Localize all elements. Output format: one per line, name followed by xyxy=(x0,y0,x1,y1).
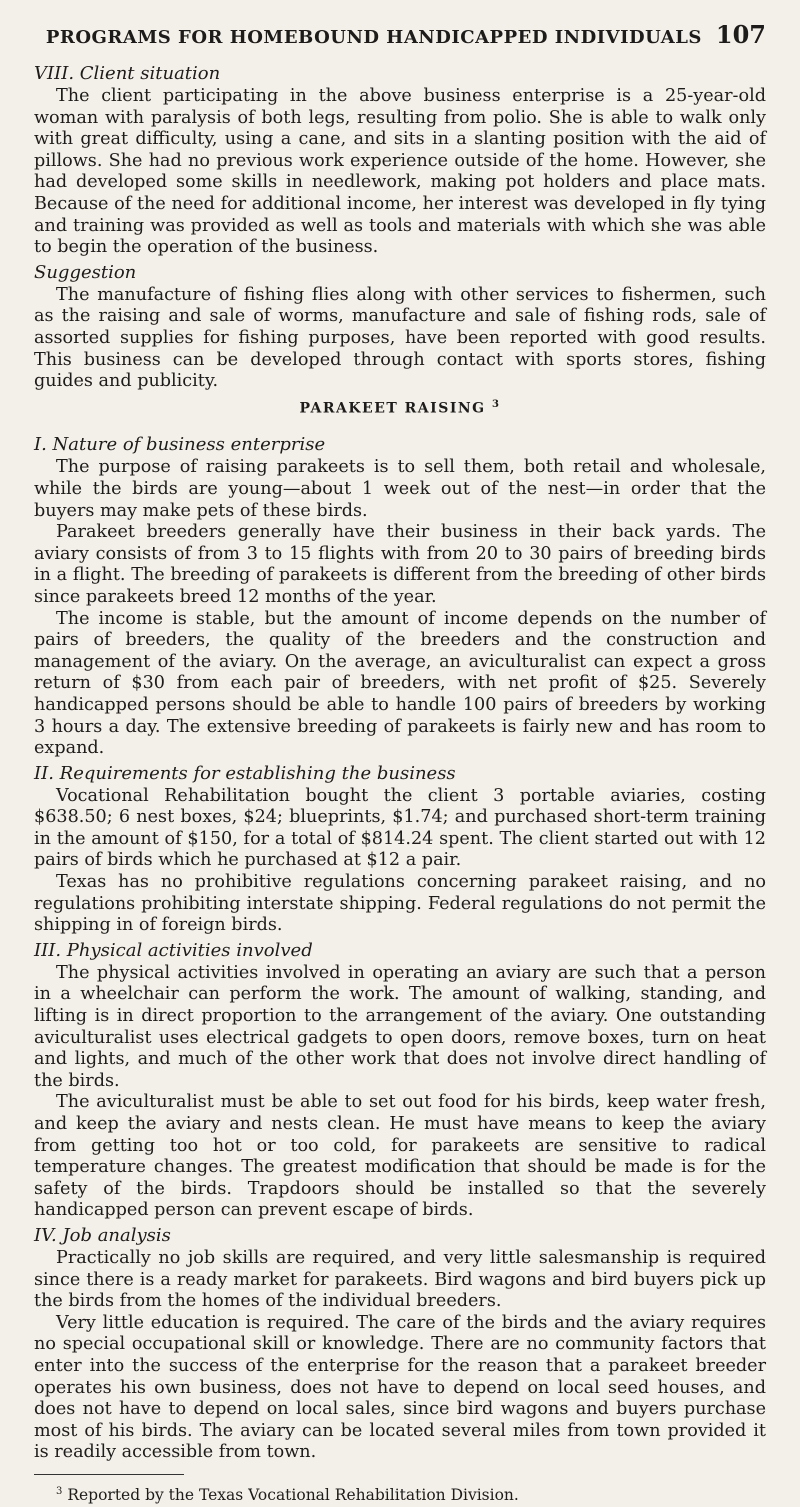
footnote xyxy=(34,1481,766,1507)
running-title: PROGRAMS FOR HOMEBOUND HANDICAPPED INDIVIDUALS xyxy=(45,27,702,48)
section-title-text: PARAKEET RAISING xyxy=(299,400,486,417)
heading-suggestion: Suggestion xyxy=(34,261,137,283)
footnote-divider xyxy=(34,1474,184,1475)
paragraph: The income is stable, but the amount of income depends on the number of pairs of breeders, the quality of the breeders and the construction and management of the aviary. On the average, an aviculturalist can expect a gross return of $30 from each pair of breeders, with net profit of $25. Severely handicapped persons should be able to handle 100 pairs of breeders by working 3 hours a day. The extensive breeding of parakeets is fairly new and has room to expand. xyxy=(34,608,766,759)
heading-physical-activities: III. Physical activities involved xyxy=(34,939,313,961)
heading-client-situation: VIII. Client situation xyxy=(34,63,221,84)
section-title xyxy=(34,399,766,417)
heading-job-analysis: IV. Job analysis xyxy=(34,1224,171,1246)
heading-requirements: II. Requirements for establishing the business xyxy=(34,762,456,784)
paragraph: The client participating in the above business enterprise is a 25-year-old woman with paralysis of both legs, resulting from polio. She is able to walk only with great difficulty, using a cane, and sits in a slanting position with the aid of pillows. She had no previous work experience outside of the home. However, she had developed some skills in needlework, making pot holders and place mats. Because of the need for additional income, her interest was developed in fly tying and training was provided as well as tools and materials with which she was able to begin the operation of the business. xyxy=(34,86,766,258)
paragraph: Very little education is required. The care of the birds and the aviary requires no special occupational skill or knowledge. There are no community factors that enter into the success of the enterprise for the reason that a parakeet breeder operates his own business, does not have to depend on local seed houses, and does not have to depend on local sales, since bird wagons and buyers purchase most of his birds. The aviary can be located several miles from town provided it is readily accessible from town. xyxy=(34,1312,766,1463)
page-number: 107 xyxy=(715,20,766,49)
paragraph: Parakeet breeders generally have their business in their back yards. The aviary consists of from 3 to 15 flights with from 20 to 30 pairs of breeding birds in a flight. The breeding of parakeets is different from the breeding of other birds since parakeets breed 12 months of the year. xyxy=(34,522,766,607)
running-header xyxy=(34,20,766,49)
paragraph: Vocational Rehabilitation bought the client 3 portable aviaries, costing $638.50; 6 nest boxes, $24; blueprints, $1.74; and purchased short-term training in the amount of $150, for a total of $814.24 spent. The client started out with 12 pairs of birds which he purchased at $12 a pair. xyxy=(34,785,766,871)
paragraph: Practically no job skills are required, and very little salesmanship is required since there is a ready market for parakeets. Bird wagons and bird buyers pick up the birds from the homes of the individual breeders. xyxy=(34,1247,766,1312)
footnote-reference: 3 xyxy=(492,398,501,410)
paragraph: Texas has no prohibitive regulations concerning parakeet raising, and no regulations prohibiting interstate shipping. Federal regulations do not permit the shipping in of foreign birds. xyxy=(34,872,766,936)
paragraph: The purpose of raising parakeets is to sell them, both retail and wholesale, while the birds are young—about 1 week out of the nest—in order that the buyers may make pets of these birds. xyxy=(34,457,766,521)
footnote-mark: 3 xyxy=(56,1485,63,1497)
paragraph: The physical activities involved in operating an aviary are such that a person in a wheelchair can perform the work. The amount of walking, standing, and lifting is in direct proportion to the arrangement of the aviary. One outstanding aviculturalist uses electrical gadgets to open doors, remove boxes, turn on heat and lights, and much of the other work that does not involve direct handling of the birds. xyxy=(34,962,766,1091)
heading-nature-of-business: I. Nature of business enterprise xyxy=(34,434,326,456)
paragraph: The aviculturalist must be able to set out food for his birds, keep water fresh, and keep the aviary and nests clean. He must have means to keep the aviary from getting too hot or too cold, for parakeets are sensitive to radical temperature changes. The greatest modification that should be made is for the safety of the birds. Trapdoors should be installed so that the severely handicapped person can prevent escape of birds. xyxy=(34,1092,766,1221)
paragraph: The manufacture of fishing flies along with other services to fishermen, such as the raising and sale of worms, manufacture and sale of fishing rods, sale of assorted supplies for fishing purposes, have been reported with good results. This business can be developed through contact with sports stores, fishing guides and publicity. xyxy=(34,284,766,392)
footnote-text: Reported by the Texas Vocational Rehabilitation Division. xyxy=(67,1486,519,1505)
